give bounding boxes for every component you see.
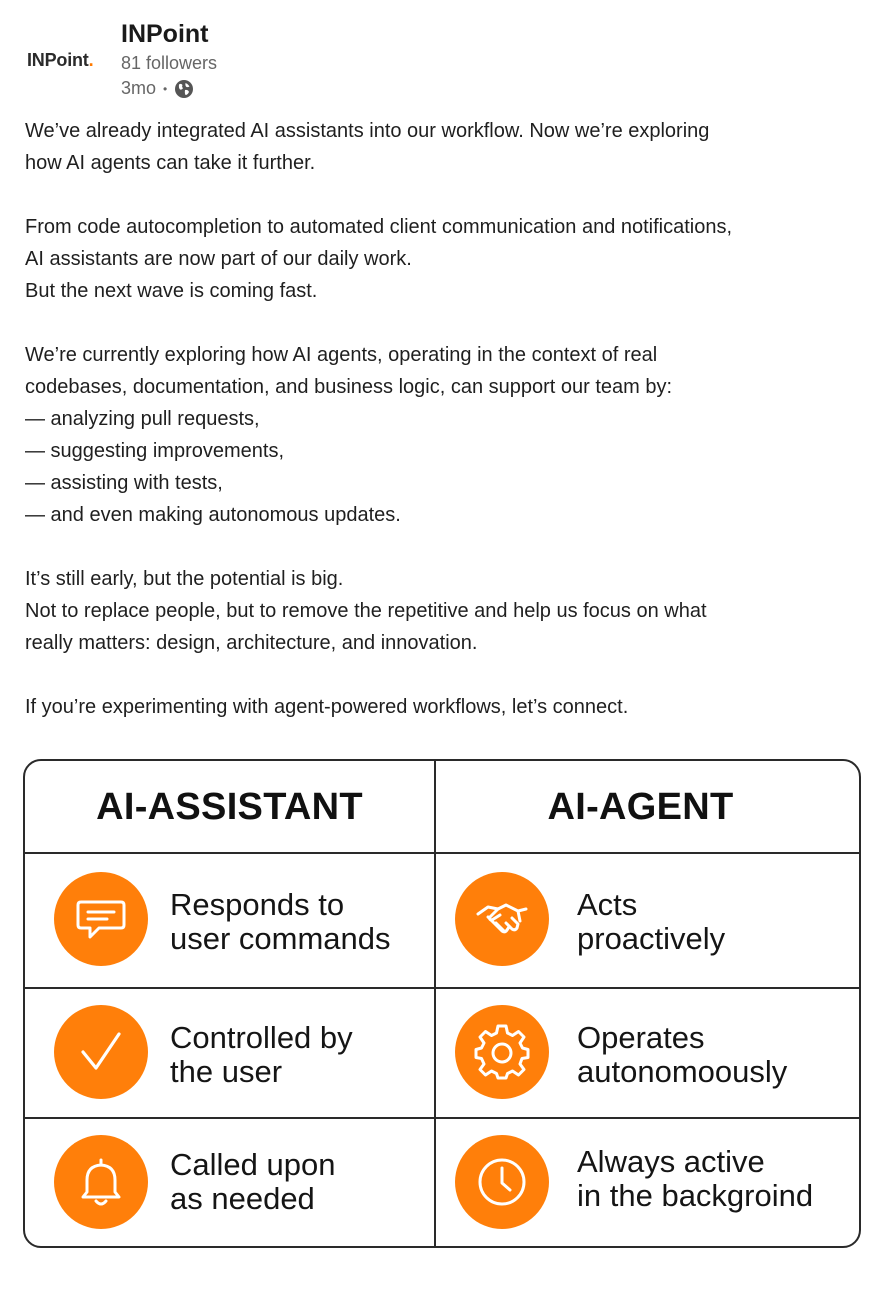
clock-icon bbox=[455, 1135, 549, 1229]
assistant-trait-text: Called upon as needed bbox=[170, 1147, 336, 1216]
checkmark-icon bbox=[54, 1005, 148, 1099]
assistant-trait-text: Controlled by the user bbox=[170, 1020, 353, 1089]
assistant-trait-text: Responds to user commands bbox=[170, 887, 391, 956]
gear-icon bbox=[455, 1005, 549, 1099]
post-paragraph: If you’re experimenting with agent-powered workflows, let’s connect. bbox=[25, 696, 629, 718]
agent-trait-text: Operates autonomoously bbox=[577, 1020, 788, 1089]
post-time: 3mo bbox=[121, 78, 157, 98]
post-paragraph: It’s still early, but the potential is big. Not to replace people, but to remove the repetitive and help us focus on what really matters: design, architecture, and innovation. bbox=[25, 568, 707, 654]
chat-bubble-icon bbox=[54, 872, 148, 966]
row-divider bbox=[25, 987, 859, 989]
globe-icon bbox=[174, 79, 194, 99]
row-divider bbox=[25, 1117, 859, 1119]
agent-trait-text: Acts proactively bbox=[577, 887, 726, 956]
follower-count: 81 followers bbox=[121, 53, 218, 73]
logo-dot: . bbox=[88, 50, 94, 70]
post-header bbox=[0, 0, 884, 110]
post-paragraph: We’re currently exploring how AI agents, operating in the context of real codebases, documentation, and business logic, can support our team by: — analyzing pull requests, — suggesting improvements, — assisting with tests, — and even making autonomous updates. bbox=[25, 344, 673, 526]
meta-separator: • bbox=[163, 81, 168, 96]
post-body bbox=[25, 115, 875, 723]
post-paragraph: We’ve already integrated AI assistants into our workflow. Now we’re exploring how AI agents can take it further. bbox=[25, 120, 710, 174]
agent-column-header: AI-AGENT bbox=[547, 785, 734, 828]
company-name-link[interactable]: INPoint bbox=[121, 20, 209, 48]
agent-trait-text: Always active in the backgroind bbox=[577, 1144, 814, 1213]
assistant-column-header: AI-ASSISTANT bbox=[96, 785, 363, 828]
post-paragraph: From code autocompletion to automated client communication and notifications, AI assistants are now part of our daily work. But the next wave is coming fast. bbox=[25, 216, 733, 302]
post-meta bbox=[121, 78, 194, 99]
company-logo[interactable] bbox=[27, 50, 93, 71]
logo-text: INPoint bbox=[27, 50, 89, 70]
post-image-comparison[interactable] bbox=[23, 759, 861, 1248]
bell-icon bbox=[54, 1135, 148, 1229]
handshake-icon bbox=[455, 872, 549, 966]
